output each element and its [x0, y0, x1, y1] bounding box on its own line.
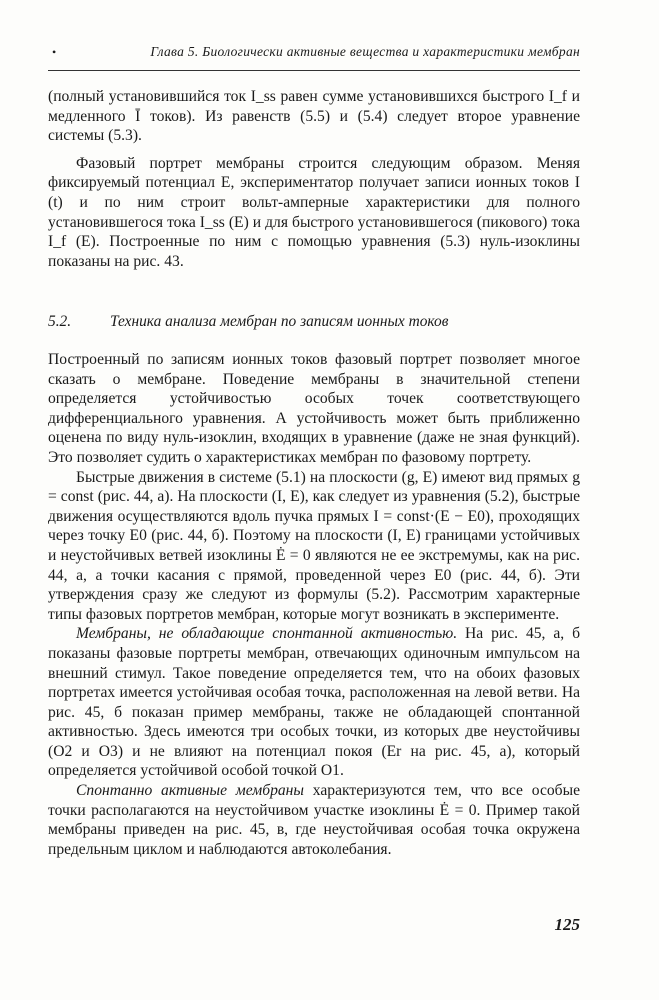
paragraph-text: На рис. 45, а, б показаны фазовые портреты мембран, отвечающих одиночным импульсом на внешний стимул. Такое поведение определяется тем, что на обоих фазовых портретах имеется устойчивая особая точка, расположенная на левой ветви. На рис. 45, б показан пример мембраны, также не обладающей спонтанной активностью. Здесь имеются три особых точки, из которых две неустойчивы (O2 и O3) и не влияют на потенциал покоя (Er на рис. 45, а), который определяется устойчивой особой точкой O1.	[48, 625, 580, 780]
paragraph-lead-italic: Спонтанно активные мембраны	[76, 782, 304, 800]
running-head-marker: •	[52, 45, 57, 59]
page-number: 125	[554, 915, 580, 934]
paragraph-phase-portrait: Фазовый портрет мембраны строится следующим образом. Меняя фиксируемый потенциал E, экспериментатор получает записи ионных токов I (t) и по ним строит вольт-амперные характеристики для полного установившегося тока I_ss (E) и для быстрого установившегося (пикового) тока I_f (E). Построенные по ним с помощью уравнения (5.3) нуль-изоклины показаны на рис. 43.	[48, 154, 580, 270]
paragraph-fast-motions: Быстрые движения в системе (5.1) на плоскости (g, E) имеют вид прямых g = const (рис. 44, а). На плоскости (I, E), как следует из уравнения (5.2), быстрые движения осуществляются вдоль пучка прямых I = const·(E − E0), проходящих через точку E0 (рис. 44, б). Поэтому на плоскости (I, E) границами устойчивых и неустойчивых ветвей изоклины Ė = 0 являются не ее экстремумы, как на рис. 44, а, а точки касания с прямой, проведенной через E0 (рис. 44, б). Эти утверждения сразу же следуют из формулы (5.2). Рассмотрим характерные типы фазовых портретов мембран, которые могут возникать в эксперименте.	[48, 468, 580, 623]
paragraph-spontaneous	[48, 781, 580, 859]
running-head-title: Глава 5. Биологически активные вещества и характеристики мембран	[150, 44, 580, 59]
section-title: Техника анализа мембран по записям ионных токов	[110, 313, 449, 330]
paragraph-non-spontaneous	[48, 624, 580, 781]
top-text-block	[48, 87, 580, 271]
paragraph-lead-italic: Мембраны, не обладающие спонтанной активностью.	[76, 625, 458, 643]
section-body	[48, 350, 580, 859]
header-rule	[48, 70, 580, 71]
running-head	[48, 44, 580, 60]
section-heading	[48, 313, 580, 331]
paragraph-text: характеризуются тем, что все особые точки располагаются на неустойчивом участке изоклины Ė = 0. Пример такой мембраны приведен на рис. 45, в, где неустойчивая особая точка окружена предельным циклом и наблюдаются автоколебания.	[48, 782, 580, 858]
section-number: 5.2.	[48, 313, 72, 330]
paragraph-intro: Построенный по записям ионных токов фазовый портрет позволяет многое сказать о мембране. Поведение мембраны в значительной степени определяется устойчивостью особых точек соответствующего дифференциального уравнения. А устойчивость может быть приближенно оценена по виду нуль-изоклин, входящих в уравнение (даже не зная функций). Это позволяет судить о характеристиках мембран по фазовому портрету.	[48, 351, 580, 466]
paragraph-continuation: (полный установившийся ток I_ss равен сумме установившихся быстрого I_f и медленного Ī токов). Из равенств (5.5) и (5.4) следует второе уравнение системы (5.3).	[48, 88, 580, 145]
